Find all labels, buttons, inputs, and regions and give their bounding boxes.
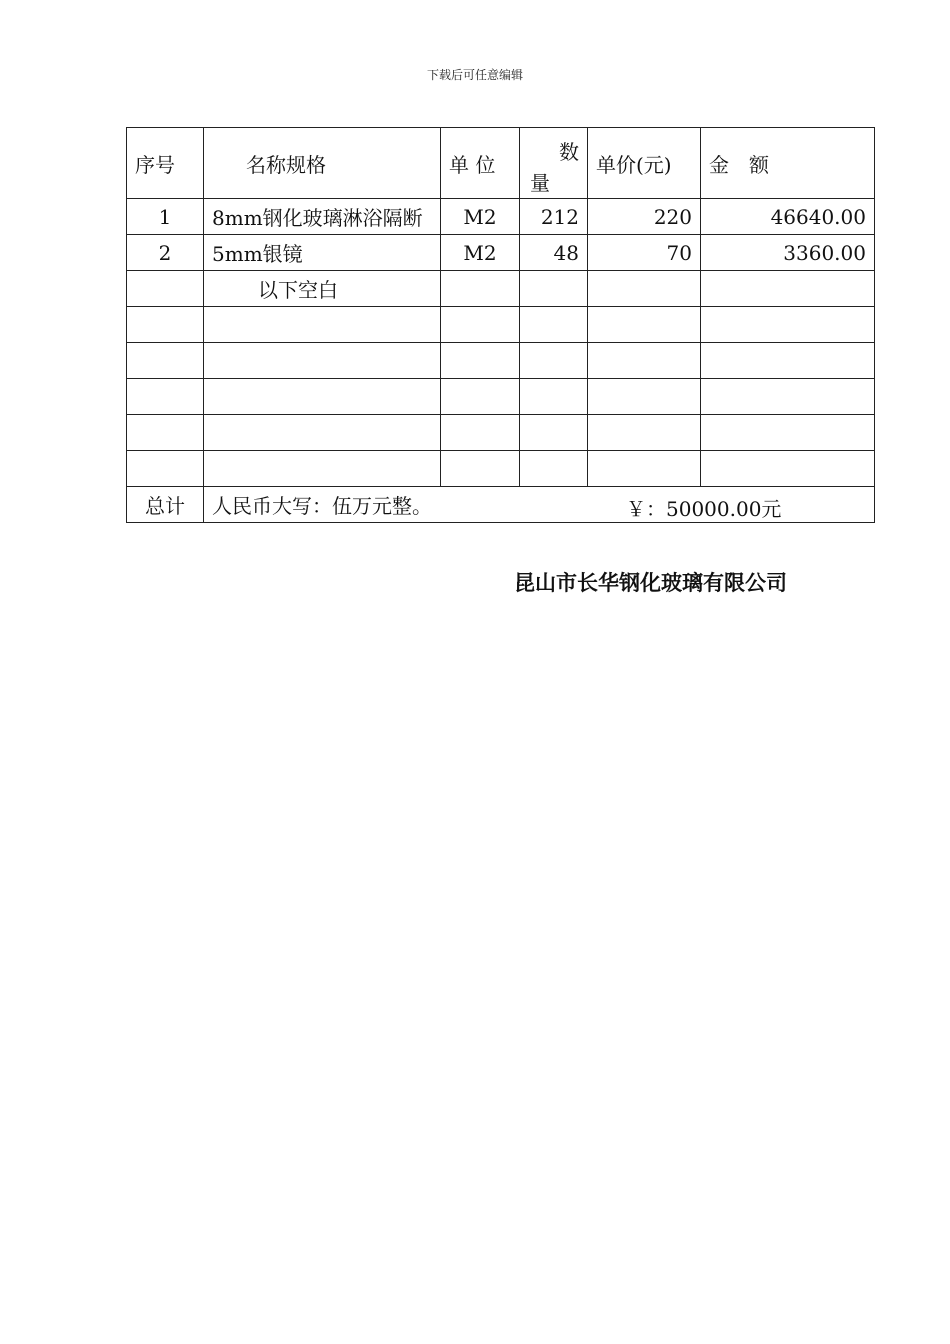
cell-price: 70 [588, 235, 701, 271]
empty-cell [520, 307, 588, 343]
header-qty-line2: 量 [530, 171, 550, 195]
empty-cell [520, 415, 588, 451]
empty-cell [520, 379, 588, 415]
empty-cell [127, 343, 204, 379]
table-header-row [127, 128, 875, 199]
empty-cell [127, 379, 204, 415]
cell-qty: 48 [520, 235, 588, 271]
empty-cell [701, 271, 875, 307]
header-name: 名称规格 [204, 128, 441, 199]
empty-cell [588, 307, 701, 343]
header-amount: 金 额 [701, 128, 875, 199]
cell-name: 8mm钢化玻璃淋浴隔断 [204, 199, 441, 235]
header-qty-line1: 数 [559, 140, 579, 164]
empty-cell [701, 379, 875, 415]
table-row-empty [127, 379, 875, 415]
empty-cell [441, 415, 520, 451]
table-row-empty [127, 307, 875, 343]
cell-unit: M2 [441, 235, 520, 271]
cell-qty: 212 [520, 199, 588, 235]
total-amount: ￥：50000.00元 [626, 497, 782, 521]
header-unit: 单 位 [441, 128, 520, 199]
empty-cell [127, 271, 204, 307]
empty-cell [520, 343, 588, 379]
empty-cell [204, 379, 441, 415]
table-row [127, 199, 875, 235]
empty-cell [520, 451, 588, 487]
header-seq: 序号 [127, 128, 204, 199]
empty-cell [204, 415, 441, 451]
empty-cell [127, 415, 204, 451]
table-row [127, 235, 875, 271]
empty-cell [588, 451, 701, 487]
empty-cell [441, 379, 520, 415]
empty-cell [520, 271, 588, 307]
header-price: 单价(元) [588, 128, 701, 199]
cell-seq: 2 [127, 235, 204, 271]
table-row-blank-note [127, 271, 875, 307]
empty-cell [441, 343, 520, 379]
empty-cell [127, 451, 204, 487]
quotation-table [126, 127, 875, 523]
empty-cell [204, 451, 441, 487]
empty-cell [701, 307, 875, 343]
total-label: 总计 [127, 487, 204, 523]
cell-seq: 1 [127, 199, 204, 235]
empty-cell [127, 307, 204, 343]
empty-cell [701, 343, 875, 379]
table-row-empty [127, 451, 875, 487]
empty-cell [441, 451, 520, 487]
total-words: 人民币大写：伍万元整。 [204, 487, 875, 523]
download-note: 下载后可任意编辑 [426, 68, 523, 82]
table-row-empty [127, 343, 875, 379]
empty-cell [701, 415, 875, 451]
empty-cell [588, 343, 701, 379]
cell-amount: 3360.00 [701, 235, 875, 271]
company-name: 昆山市长华钢化玻璃有限公司 [514, 571, 787, 595]
cell-name: 5mm银镜 [204, 235, 441, 271]
cell-amount: 46640.00 [701, 199, 875, 235]
cell-price: 220 [588, 199, 701, 235]
empty-cell [204, 307, 441, 343]
empty-cell [204, 343, 441, 379]
empty-cell [588, 271, 701, 307]
empty-cell [588, 415, 701, 451]
cell-unit: M2 [441, 199, 520, 235]
empty-cell [588, 379, 701, 415]
table-row-empty [127, 415, 875, 451]
header-qty [520, 128, 588, 199]
empty-cell [701, 451, 875, 487]
empty-cell [441, 271, 520, 307]
blank-note: 以下空白 [204, 271, 441, 307]
empty-cell [441, 307, 520, 343]
